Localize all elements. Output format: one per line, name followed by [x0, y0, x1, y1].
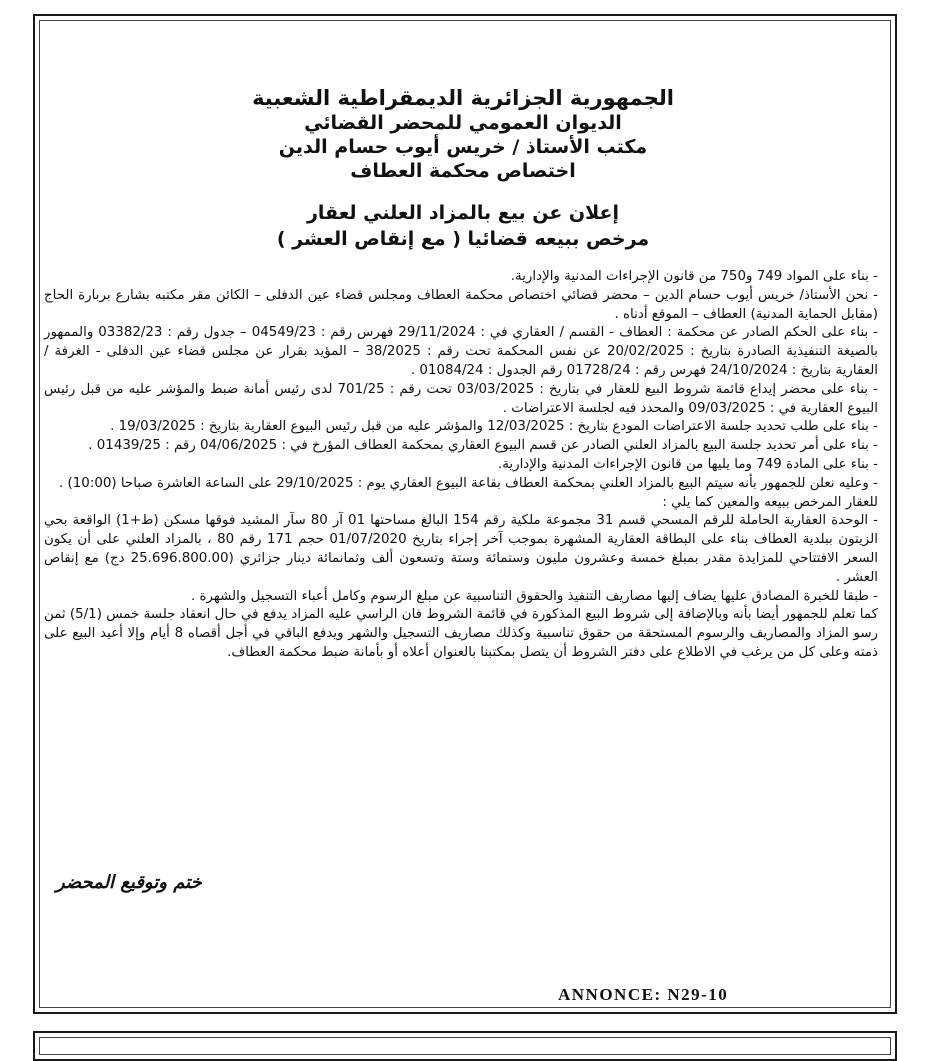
- next-notice-inner-border: [39, 1037, 891, 1055]
- title-line-2: مرخص ببيعه قضائيا ( مع إنقاص العشر ): [276, 228, 650, 250]
- body-paragraph: - وعليه نعلن للجمهور بأنه سيتم البيع بالمزاد العلني بمحكمة العطاف بقاعة البيوع العقاري يوم : 29/10/2025 على الساعة العاشرة صباحا (10:00) .: [59, 475, 878, 491]
- body-paragraph: - نحن الأستاذ/ خريس أيوب حسام الدين – محضر قضائي اختصاص محكمة العطاف ومجلس قضاء عين الدفلى – الكائن مقر مكتبه بشارع بربارة الحاج (مقابل الحماية المدنية) العطاف – الموقع أدناه .: [44, 287, 878, 322]
- body-paragraph: - بناء على طلب تحديد جلسة الاعتراضات المودع بتاريخ : 12/03/2025 والمؤشر عليه من قبل رئيس البيوع العقارية بتاريخ : 19/03/2025 .: [110, 419, 878, 435]
- body-paragraph: كما تعلم للجمهور أيضا بأنه وبالإضافة إلى شروط البيع المذكورة في قائمة الشروط فان الراسي عليه المزاد يدفع في حال انعقاد جلسة خمس (5/1) ثمن رسو المزاد والمصاريف والرسوم المستحقة من حقوق تناسبية وكذلك مصاريف التسجيل والشهر ويدفع الباقي في أجل أقصاه 8 أيام وإلا أعيد البيع على ذمته وعلى كل من يرغب في الاطلاع على دفتر الشروط أن يتصل بمكتبنا بالعنوان أعلاه أو بأمانة ضبط محكمة العطاف.: [44, 607, 879, 660]
- next-notice-frame: [33, 1031, 897, 1061]
- header-bailiff: مكتب الأستاذ / خريس أيوب حسام الدين: [278, 136, 648, 158]
- notice-body: [44, 268, 878, 663]
- annonce-number: ANNONCE: N29-10: [554, 985, 732, 1005]
- header-office: الديوان العمومي للمحضر القضائي: [304, 112, 622, 134]
- notice-title: [60, 200, 866, 252]
- body-paragraph: - بناء على أمر تحديد جلسة البيع بالمزاد العلني الصادر عن قسم البيوع العقاري بمحكمة العطاف المؤرخ في : 04/06/2025 رقم : 01439/25 .: [88, 438, 878, 454]
- title-line-1: إعلان عن بيع بالمزاد العلني لعقار: [306, 202, 620, 224]
- header-republic: الجمهورية الجزائرية الديمقراطية الشعبية: [252, 86, 674, 110]
- body-paragraph: - الوحدة العقارية الحاملة للرقم المسحي قسم 31 مجموعة ملكية رقم 154 البالغ مساحتها 01 آر 80 سآر المشيد فوقها مسكن (ط+1) الواقعة بحي الزيتون ببلدية العطاف بناء على البطاقة العقارية المشهرة بموجب آخر إجراء بتاريخ 01/07/2020 حجم 171 رقم 80 ، بالمزاد العلني على أن يكون السعر الافتتاحي للمزايدة مقدر بمبلغ خمسة وعشرون مليون وستمائة وستة وتسعون ألف وثمانمائة دينار جزائري (25.696.800.00 دج) مع إنقاص العشر .: [44, 513, 879, 585]
- body-paragraph: للعقار المرخص ببيعه والمعين كما يلي :: [662, 494, 878, 510]
- body-paragraph: - بناء على المادة 749 وما يليها من قانون الإجراءات المدنية والإدارية.: [497, 456, 878, 472]
- signature-label: ختم وتوقيع المحضر: [56, 872, 202, 893]
- notice-header: [60, 85, 866, 183]
- body-paragraph: - بناء على محضر إيداع قائمة شروط البيع للعقار في بتاريخ : 03/03/2025 تحت رقم : 701/25 لدى رئيس أمانة ضبط والمؤشر عليه من قبل رئيس البيوع العقارية في : 09/03/2025 والمحدد فيه لجلسة الاعتراضات .: [44, 381, 878, 416]
- body-paragraph: - بناء على المواد 749 و750 من قانون الإجراءات المدنية والإدارية.: [510, 269, 878, 284]
- header-jurisdiction: اختصاص محكمة العطاف: [350, 160, 576, 182]
- body-paragraph: - طبقا للخبرة المصادق عليها يضاف إليها مصاريف التنفيذ والحقوق التناسبية عن مبلغ الرسوم وكامل أعباء التسجيل والشهرة .: [191, 588, 878, 604]
- body-paragraph: - بناء على الحكم الصادر عن محكمة : العطاف - القسم / العقاري في : 29/11/2024 فهرس رقم : 04549/23 – جدول رقم : 03382/23 والممهور بالصيغة التنفيذية الصادرة بتاريخ : 20/02/2025 عن نفس المحكمة تحت رقم : 38/2025 – المؤيد بقرار عن مجلس قضاء عين الدفلى - الغرفة / العقارية بتاريخ : 24/10/2024 فهرس رقم : 01728/24 رقم الجدول : 01084/24 .: [44, 325, 878, 378]
